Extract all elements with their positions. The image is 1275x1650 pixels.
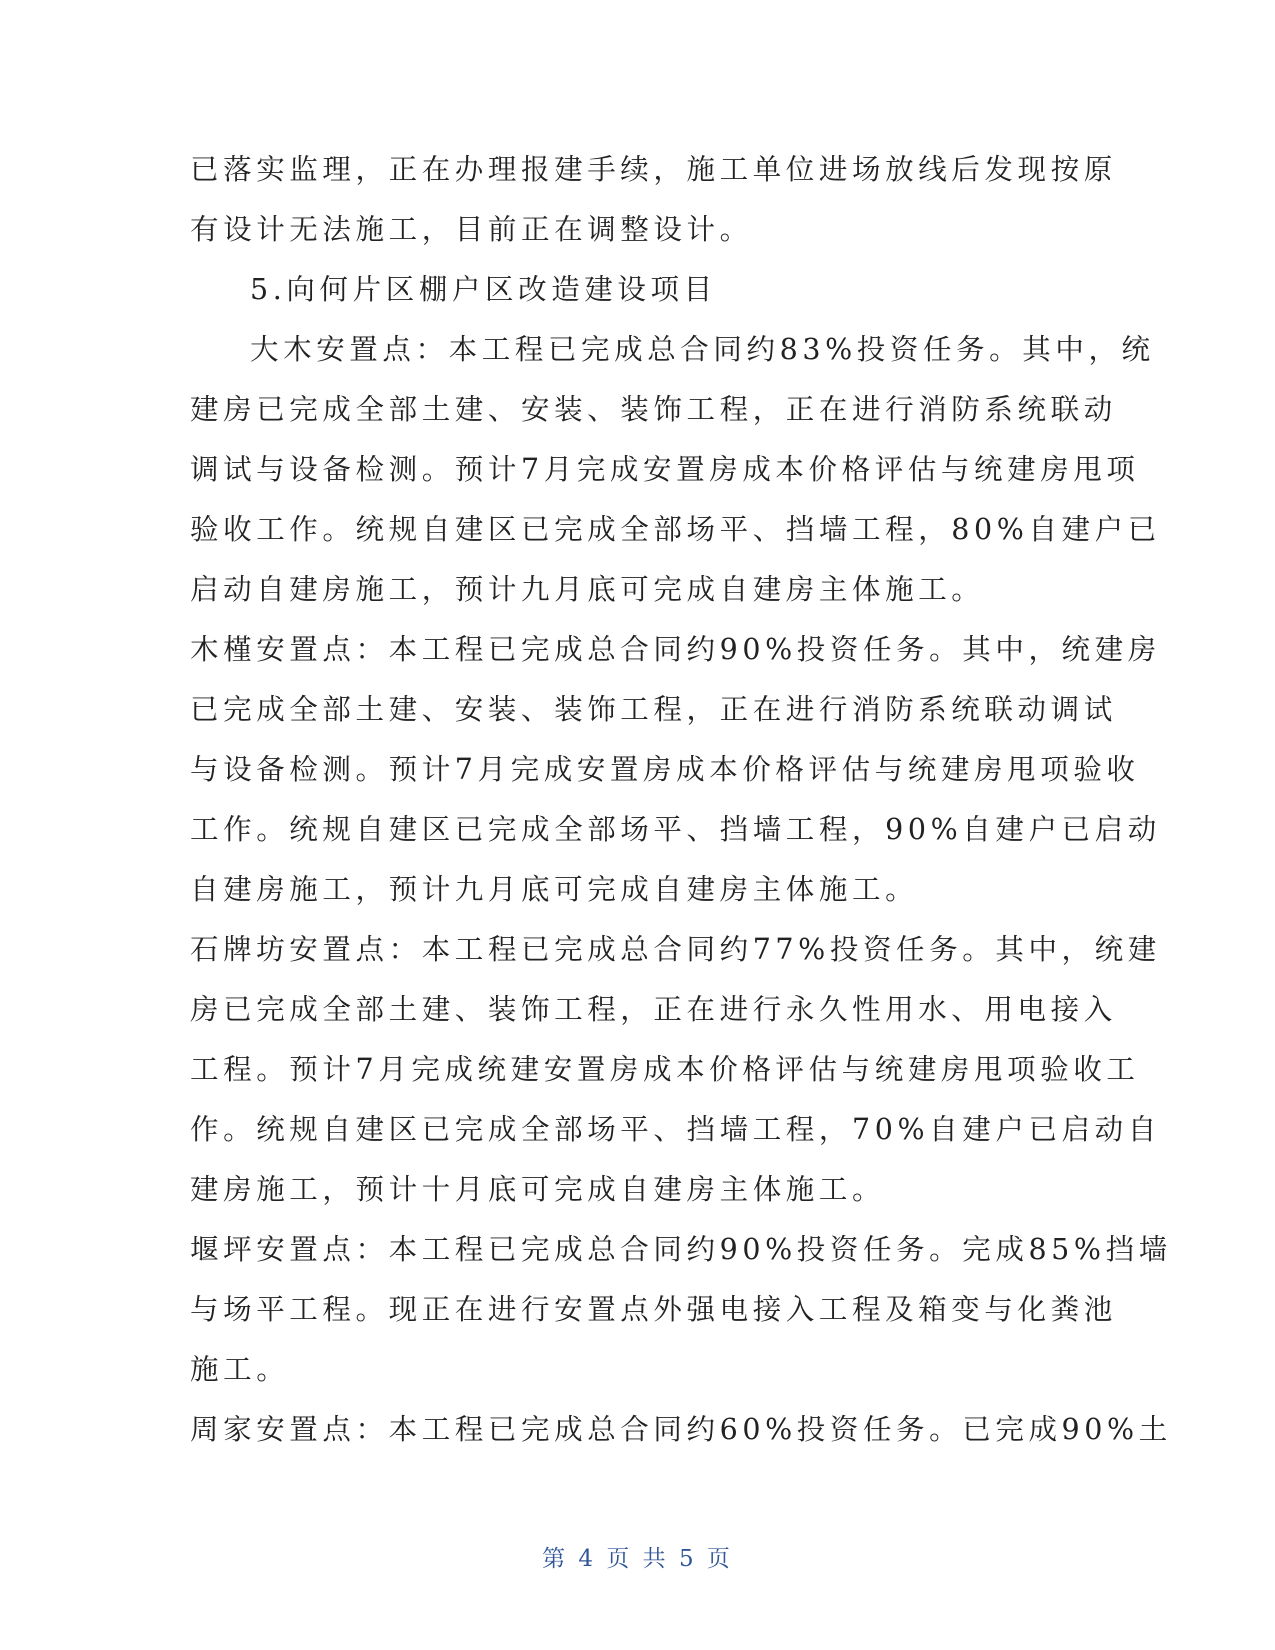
text-line: 施工。	[190, 1353, 290, 1386]
page-number-footer: 第 4 页 共 5 页	[542, 1546, 733, 1572]
text-line: 验收工作。统规自建区已完成全部场平、挡墙工程，80%自建户已	[190, 513, 1161, 546]
text-line: 石牌坊安置点：本工程已完成总合同约77%投资任务。其中，统建	[190, 933, 1161, 966]
text-line: 周家安置点：本工程已完成总合同约60%投资任务。已完成90%土	[190, 1413, 1172, 1446]
text-line: 自建房施工，预计九月底可完成自建房主体施工。	[190, 873, 919, 906]
section-heading: 5.向何片区棚户区改造建设项目	[250, 273, 717, 306]
text-line: 与场平工程。现正在进行安置点外强电接入工程及箱变与化粪池	[190, 1293, 1117, 1326]
text-line: 有设计无法施工，目前正在调整设计。	[190, 213, 753, 246]
text-line: 启动自建房施工，预计九月底可完成自建房主体施工。	[190, 573, 985, 606]
text-line: 大木安置点：本工程已完成总合同约83%投资任务。其中，统	[250, 333, 1155, 366]
text-line: 工程。预计7月完成统建安置房成本价格评估与统建房甩项验收工	[190, 1053, 1140, 1086]
text-line: 作。统规自建区已完成全部场平、挡墙工程，70%自建户已启动自	[190, 1113, 1161, 1146]
text-line: 堰坪安置点：本工程已完成总合同约90%投资任务。完成85%挡墙	[190, 1233, 1172, 1266]
document-body	[190, 140, 1172, 1460]
text-line: 房已完成全部土建、装饰工程，正在进行永久性用水、用电接入	[190, 993, 1117, 1026]
text-line: 建房已完成全部土建、安装、装饰工程，正在进行消防系统联动	[190, 393, 1117, 426]
text-line: 建房施工，预计十月底可完成自建房主体施工。	[190, 1173, 886, 1206]
text-line: 与设备检测。预计7月完成安置房成本价格评估与统建房甩项验收	[190, 753, 1140, 786]
text-line: 调试与设备检测。预计7月完成安置房成本价格评估与统建房甩项	[190, 453, 1140, 486]
text-line: 已完成全部土建、安装、装饰工程，正在进行消防系统联动调试	[190, 693, 1117, 726]
text-line: 工作。统规自建区已完成全部场平、挡墙工程，90%自建户已启动	[190, 813, 1161, 846]
text-line: 已落实监理，正在办理报建手续，施工单位进场放线后发现按原	[190, 153, 1117, 186]
text-line: 木槿安置点：本工程已完成总合同约90%投资任务。其中，统建房	[190, 633, 1161, 666]
